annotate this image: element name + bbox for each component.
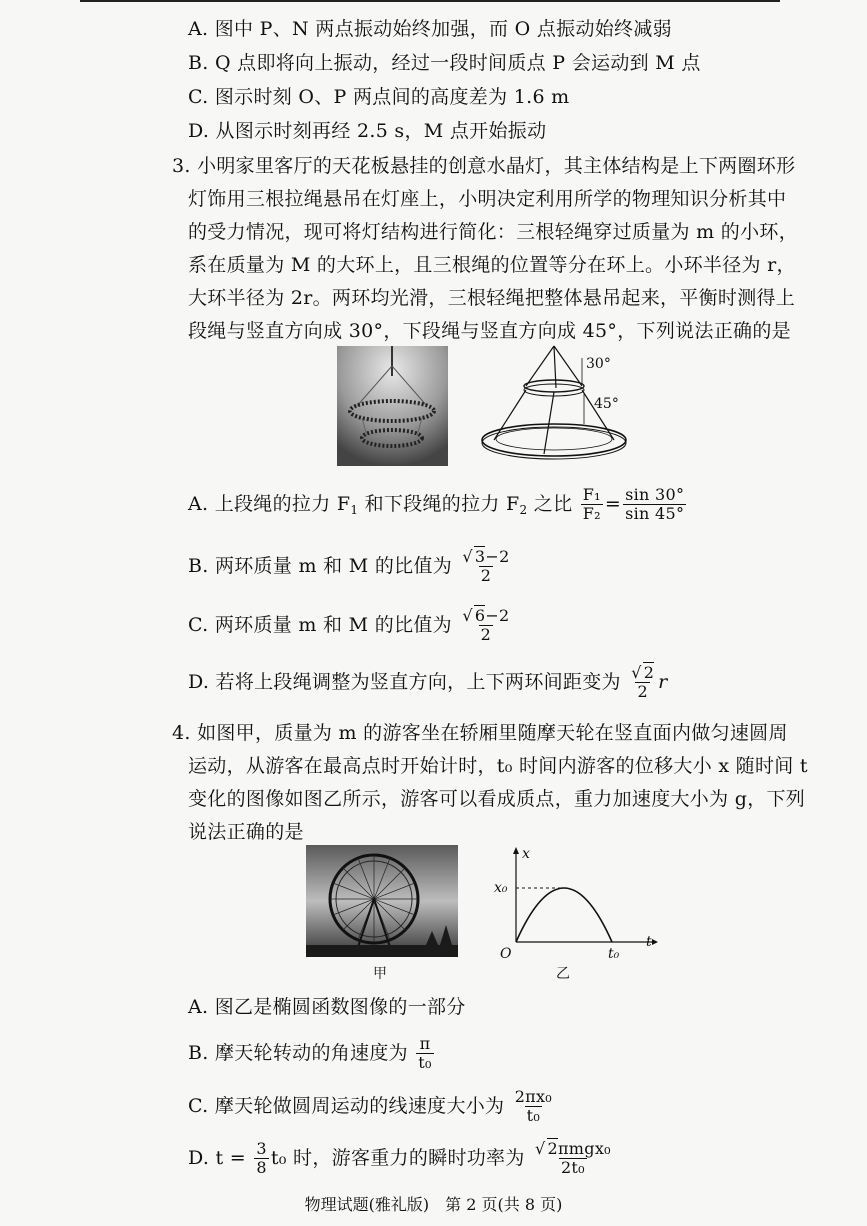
graph-x0-label: x₀ [494,880,508,896]
q2-option-a: A. 图中 P、N 两点振动始终加强，而 O 点振动始终减弱 [188,18,672,40]
q3-stem-line-1: 3. 小明家里客厅的天花板悬挂的创意水晶灯，其主体结构是上下两圈环形 [172,155,796,177]
q3-stem-line-2: 灯饰用三根拉绳悬吊在灯座上，小明决定利用所学的物理知识分析其中 [188,188,787,210]
q3-stem-line-3: 的受力情况，现可将灯结构进行简化：三根轻绳穿过质量为 m 的小环， [188,221,798,243]
mass-ratio-fraction-b: $\frac{√ 3-2}{2}$ [462,547,510,586]
mass-ratio-fraction-c: $\frac{√ 6-2}{2}$ [462,606,510,645]
ferris-wheel-photo [306,845,458,957]
graph-x-axis-label: t [646,934,652,950]
power-fraction: $\frac{\text{√ 2πmgx₀}}{\text{2t₀}}$ [535,1139,611,1178]
angle-30-label: 30° [586,356,611,372]
chandelier-photo [337,346,448,466]
time-fraction: $\frac{3}{8}$ [256,1139,267,1178]
q3-option-b: B. 两环质量 m 和 M 的比值为 $\frac{√ 3-2}{2}$ [188,547,510,586]
q3-stem-line-5: 大环半径为 2r。两环均光滑，三根轻绳把整体悬吊起来，平衡时测得上 [188,287,796,309]
q3-stem-line-4: 系在质量为 M 的大环上，且三根绳的位置等分在环上。小环半径为 r， [188,254,796,276]
q2-option-c: C. 图示时刻 O、P 两点间的高度差为 1.6 m [188,86,570,108]
q4-option-b: B. 摩天轮转动的角速度为 $\frac{\pi}{\text{t₀}}$ [188,1034,432,1073]
chandelier-diagram [476,344,636,468]
displacement-time-graph [486,842,666,992]
graph-y-axis-label: x [522,846,530,862]
distance-fraction: $\frac{√ 2}{2}$ [631,663,655,702]
q4-stem-line-1: 4. 如图甲，质量为 m 的游客坐在轿厢里随摩天轮在竖直面内做匀速圆周 [172,722,788,744]
q3-option-a: A. 上段绳的拉力 $F_1$ 和下段绳的拉力 $F_2$ 之比 $\frac{\text{F₁}}{\text{F₂}}$ = $\frac{\sin 30^\circ}{\sin 45^\circ}$ [188,485,685,524]
fig-jia-caption: 甲 [373,966,387,982]
top-rule [80,0,780,2]
fig-yi-caption: 乙 [556,966,570,982]
angular-velocity-fraction: $\frac{\pi}{\text{t₀}}$ [418,1034,432,1073]
q2-option-b: B. Q 点即将向上振动，经过一段时间质点 P 会运动到 M 点 [188,52,701,74]
angle-45-label: 45° [594,396,619,412]
page-footer: 物理试题(雅礼版) 第 2 页(共 8 页) [304,1195,563,1214]
sine-ratio-fraction: $\frac{\sin 30^\circ}{\sin 45^\circ}$ [625,485,685,524]
q4-option-a: A. 图乙是椭圆函数图像的一部分 [188,996,466,1018]
q4-option-d: D. t = $\frac{3}{8}$ t₀ 时，游客重力的瞬时功率为 $\frac{\text{√ 2πmgx₀}}{\text{2t₀}}$ [188,1139,611,1178]
q4-option-c: C. 摩天轮做圆周运动的线速度大小为 $\frac{\text{2πx₀}}{\text{t₀}}$ [188,1087,553,1126]
linear-velocity-fraction: $\frac{\text{2πx₀}}{\text{t₀}}$ [514,1087,553,1126]
graph-t0-label: t₀ [608,946,620,962]
q4-stem-line-3: 变化的图像如图乙所示，游客可以看成质点，重力加速度大小为 g，下列 [188,788,806,810]
q3-option-d: D. 若将上段绳调整为竖直方向，上下两环间距变为 $\frac{√ 2}{2}$ r [188,663,668,702]
graph-origin-label: O [500,946,512,962]
q3-option-c: C. 两环质量 m 和 M 的比值为 $\frac{√ 6-2}{2}$ [188,606,510,645]
q4-stem-line-2: 运动，从游客在最高点时开始计时，t₀ 时间内游客的位移大小 x 随时间 t [188,755,808,777]
q3-stem-line-6: 段绳与竖直方向成 30°，下段绳与竖直方向成 45°，下列说法正确的是 [188,320,791,342]
q2-option-d: D. 从图示时刻再经 2.5 s，M 点开始振动 [188,120,547,142]
force-ratio-fraction: $\frac{\text{F₁}}{\text{F₂}}$ [582,485,601,524]
q4-stem-line-4: 说法正确的是 [188,821,304,843]
